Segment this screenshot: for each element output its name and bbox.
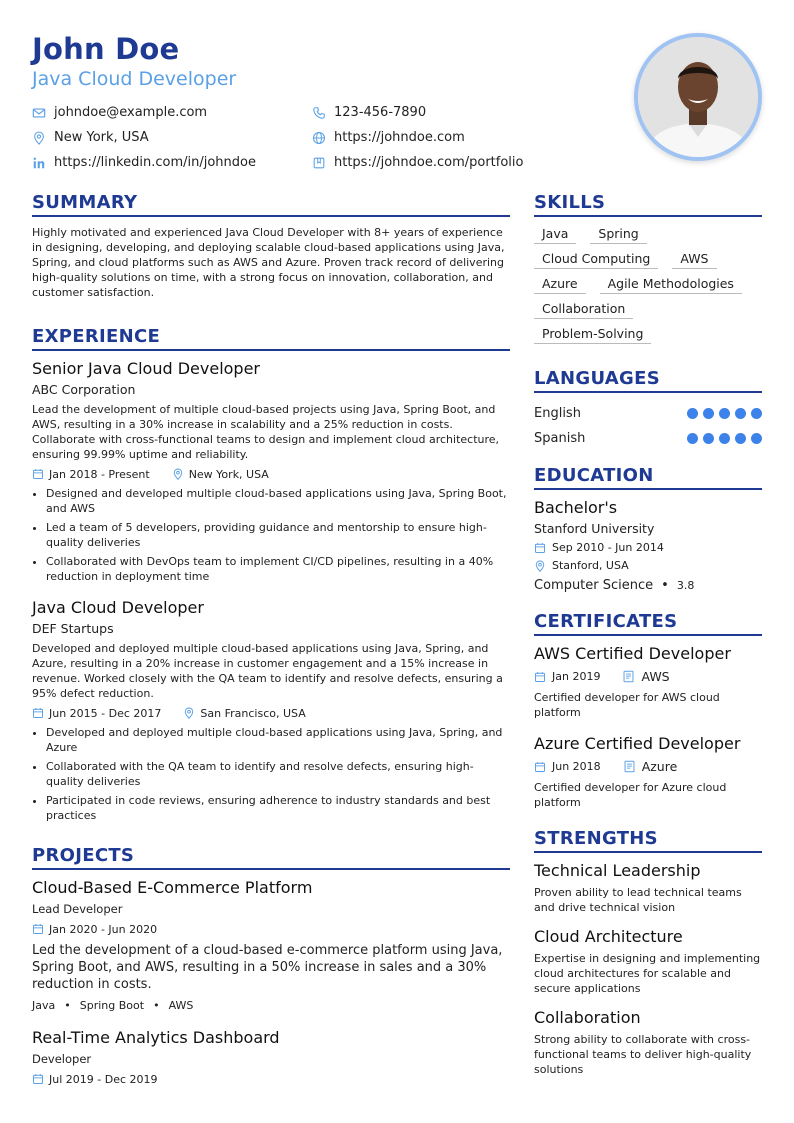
list-item: • Developed and deployed multiple cloud-based applications using Java, Spring, and Azure [46,725,510,755]
sidebar-column [534,192,762,1077]
list-item: • Led a team of 5 developers, providing guidance and mentorship to ensure high-quality deliveries [46,520,510,550]
certificate-icon [623,760,636,773]
profile-photo [634,33,762,161]
project-name: Real-Time Analytics Dashboard [32,1028,280,1047]
map-pin-icon [32,131,46,145]
map-pin-icon [183,707,195,719]
education-field: Computer Science [534,578,654,593]
calendar-icon [32,468,44,480]
project-dates: Jan 2020 - Jun 2020 [49,922,158,936]
strength-entry [534,861,762,915]
level-dot [751,408,762,419]
level-dot [719,408,730,419]
project-name: Cloud-Based E-Commerce Platform [32,878,313,897]
summary-heading: SUMMARY [32,192,510,217]
avatar-image [638,37,758,157]
certificate-issuer [623,759,678,774]
list-item: • Designed and developed multiple cloud-based applications using Java, Spring Boot, and AWS [46,486,510,516]
linkedin-icon [32,156,46,170]
skill-tag: Java [534,225,576,244]
mail-icon [32,106,46,120]
strengths-heading: STRENGTHS [534,828,762,853]
experience-location: San Francisco, USA [200,706,306,720]
portfolio-text: https://johndoe.com/portfolio [334,155,524,170]
experience-meta [32,467,510,481]
linkedin-text: https://linkedin.com/in/johndoe [54,155,256,170]
skill-tag: Agile Methodologies [600,275,742,294]
experience-entry [32,359,510,584]
certificate-description: Certified developer for Azure cloud platform [534,781,727,809]
summary-text: Highly motivated and experienced Java Cloud Developer with 8+ years of experience in designing, developing, and deploying scalable cloud-based applications using Java, Spring, and cloud platforms such as AWS and Azure. Proven track record of delivering high-quality solutions on time, with a strong focus on innovation, collaboration, and customer satisfaction. [32,226,505,299]
level-dot [687,433,698,444]
language-name: English [534,406,581,421]
level-dot [751,433,762,444]
strength-description: Strong ability to collaborate with cross-functional teams to deliver high-quality solutions [534,1033,752,1076]
project-entry [32,1028,510,1086]
certificate-description: Certified developer for AWS cloud platform [534,691,720,719]
contact-location [32,130,312,145]
education-dates: Sep 2010 - Jun 2014 [552,541,664,554]
education-entry [534,498,762,593]
phone-text: 123-456-7890 [334,105,427,120]
level-dot [719,433,730,444]
phone-icon [312,106,326,120]
globe-icon [312,131,326,145]
strength-name: Technical Leadership [534,861,701,880]
website-text: https://johndoe.com [334,130,465,145]
experience-description: Lead the development of multiple cloud-based projects using Java, Spring Boot, and AWS, resulting in a 30% increase in scalability and a 25% reduction in costs. Collaborate with cross-functional teams to design and implement cloud architecture, ensuring 99.99% uptime and reliability. [32,403,500,461]
certificate-name: AWS Certified Developer [534,644,731,663]
language-row [534,426,762,451]
calendar-icon [32,707,44,719]
calendar-icon [534,671,546,683]
location-text: New York, USA [54,130,149,145]
level-dot [703,408,714,419]
contact-linkedin[interactable] [32,155,312,170]
skill-tag: Spring [590,225,646,244]
skill-tag: AWS [672,250,716,269]
experience-role: Java Cloud Developer [32,598,204,617]
certificate-name: Azure Certified Developer [534,734,741,753]
language-level [682,408,762,419]
contact-email[interactable] [32,105,312,120]
strength-name: Collaboration [534,1008,641,1027]
strength-description: Proven ability to lead technical teams and drive technical vision [534,886,742,914]
calendar-icon [32,923,44,935]
strength-entry [534,927,762,996]
tech-item: Spring Boot [79,999,145,1012]
contact-phone[interactable] [312,105,592,120]
education-location-row [534,559,762,572]
language-row [534,401,762,426]
experience-location: New York, USA [188,467,269,481]
tech-item: AWS [168,999,194,1012]
level-dot [735,408,746,419]
languages-list [534,401,762,451]
skill-tag: Collaboration [534,300,633,319]
experience-description: Developed and deployed multiple cloud-based applications using Java, Spring, and Azure, resulting in a 20% increase in customer engagement and a 15% increase in revenue. Worked closely with the QA team to identify and resolve defects, ensuring a 95% defect reduction. [32,642,503,700]
project-role: Lead Developer [32,902,123,916]
main-column [32,192,510,1086]
experience-entry [32,598,510,823]
certificate-icon [622,670,635,683]
certificate-meta [534,759,762,774]
certificate-entry [534,734,762,810]
job-title: Java Cloud Developer [32,68,237,90]
education-dates-row [534,541,762,554]
language-level [682,433,762,444]
strength-name: Cloud Architecture [534,927,683,946]
level-dot [687,408,698,419]
list-item: • Collaborated with DevOps team to implement CI/CD pipelines, resulting in a 40% reduction in deployment time [46,554,510,584]
experience-bullets [32,725,510,823]
experience-role: Senior Java Cloud Developer [32,359,260,378]
certificate-entry [534,644,762,720]
email-text: johndoe@example.com [54,105,208,120]
education-school: Stanford University [534,521,655,536]
bookmark-icon [312,156,326,170]
project-tech: Java • Spring Boot • AWS [32,999,194,1012]
certificates-heading: CERTIFICATES [534,611,762,636]
certificate-date: Jan 2019 [552,670,601,683]
contact-portfolio[interactable] [312,155,592,170]
certificate-issuer-text: AWS [641,669,670,684]
calendar-icon [534,761,546,773]
education-location: Stanford, USA [552,559,629,572]
candidate-name: John Doe [32,32,180,66]
list-item: • Participated in code reviews, ensuring adherence to industry standards and best practices [46,793,510,823]
education-degree: Bachelor's [534,498,618,517]
level-dot [735,433,746,444]
experience-company: DEF Startups [32,621,114,636]
list-item: • Collaborated with the QA team to identify and resolve defects, ensuring high-quality deliveries [46,759,510,789]
projects-heading: PROJECTS [32,845,510,870]
project-entry [32,878,510,1012]
project-meta [32,922,510,936]
skill-tag: Cloud Computing [534,250,658,269]
experience-company: ABC Corporation [32,382,136,397]
contact-info [32,100,592,175]
calendar-icon [32,1073,44,1085]
skill-tag: Problem-Solving [534,325,651,344]
experience-heading: EXPERIENCE [32,326,510,351]
experience-bullets [32,486,510,584]
experience-meta [32,706,510,720]
level-dot [703,433,714,444]
skill-tag: Azure [534,275,586,294]
education-heading: EDUCATION [534,465,762,490]
experience-dates: Jan 2018 - Present [49,467,150,481]
languages-heading: LANGUAGES [534,368,762,393]
strength-description: Expertise in designing and implementing cloud architectures for scalable and secure applications [534,952,761,995]
contact-website[interactable] [312,130,592,145]
certificate-meta [534,669,762,684]
skills-heading: SKILLS [534,192,762,217]
map-pin-icon [534,560,546,572]
project-meta [32,1072,510,1086]
project-role: Developer [32,1052,92,1066]
experience-dates: Jun 2015 - Dec 2017 [49,706,162,720]
certificate-issuer [622,669,669,684]
language-name: Spanish [534,431,586,446]
project-description: Led the development of a cloud-based e-commerce platform using Java, Spring Boot, and AWS, resulting in a 50% increase in sales and a 30% reduction in costs. [32,943,503,992]
tech-item: Java [32,999,56,1012]
calendar-icon [534,542,546,554]
education-gpa: 3.8 [676,579,695,592]
map-pin-icon [172,468,184,480]
strength-entry [534,1008,762,1077]
project-dates: Jul 2019 - Dec 2019 [49,1072,158,1086]
skills-list [534,225,762,350]
education-field-row: Computer Science • 3.8 [534,578,695,593]
certificate-issuer-text: Azure [641,759,678,774]
certificate-date: Jun 2018 [552,760,601,773]
